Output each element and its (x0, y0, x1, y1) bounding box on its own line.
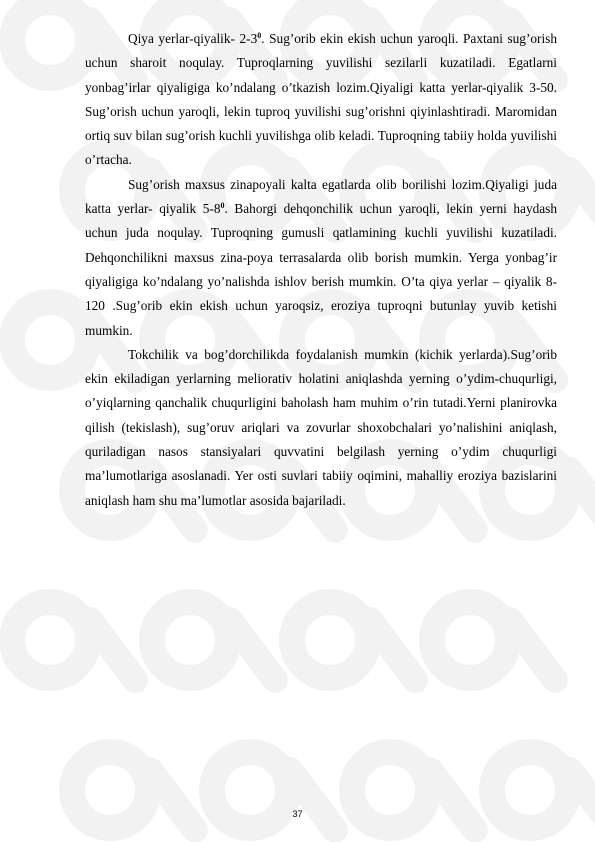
paragraph-2-text-start: Sug’orish maxsus zinapoyali kalta egatlarda olib borilishi lozim.Qiyaligi juda katta yerlar- qiyalik 5-8 (85, 176, 557, 217)
page-number: 37 (292, 809, 303, 819)
watermark-stroke (570, 470, 595, 530)
document-body (85, 27, 557, 513)
watermark-stroke (230, 620, 275, 680)
watermark-ring (12, 302, 88, 378)
paragraph-3 (85, 343, 557, 513)
paragraph-1-text-rest: . Sug’orib ekin ekish uchun yaroqli. Paxtani sug’orish uchun sharoit noqulay. Tuproqlarning yuvilishi sezilarli kuzatiladi. Egatlarni yonbag’irlar qiyaligiga ko’ndalang o’tkazish lozim.Qiyaligi katta yerlar-qiyalik 3-50. Sug’orish uchun yaroqli, lekin tuproq yuvilishi sug’orishni qiyinlashtiradi. Maromidan ortiq suv bilan sug’orish kuchli yuvilishga olib keladi. Tuproqning tabiiy holda yuvilishi o’rtacha. (85, 31, 557, 168)
watermark-stroke (290, 770, 335, 830)
paragraph-3-text: Tokchilik va bog’dorchilikda foydalanish mumkin (kichik yerlarda).Sug’orib ekin ekiladigan yerlarning meliorativ holatini aniqlashda yerning o’ydim-chuqurligi, o’yiqlarning qanchalik chuqurligini baholash ham muhim o’rin tutadi.Yerni planirovka qilish (tekislash), sug’oruv ariqlari va zovurlar shoxobchalari yo’nalishini aniqlash, quriladigan nasos stansiyalari quvvatini belgilash yerning o’ydim chuqurligi ma’lumotlariga asoslanadi. Yer osti suvlari tabiiy oqimini, mahalliy eroziya bazislarini aniqlash ham shu ma’lumotlar asosida bajariladi. (85, 346, 557, 508)
watermark-stroke (430, 770, 475, 830)
watermark-stroke (370, 620, 415, 680)
watermark-ring (432, 602, 508, 678)
watermark-ring (12, 602, 88, 678)
degree-superscript: 0 (257, 31, 262, 40)
watermark-ring (152, 602, 228, 678)
paragraph-2 (85, 173, 557, 343)
watermark-ring (12, 2, 88, 78)
degree-superscript: 0 (220, 201, 225, 211)
paragraph-1 (85, 27, 557, 173)
watermark-stroke (150, 770, 195, 830)
watermark-stroke (570, 770, 595, 830)
watermark-stroke (90, 620, 135, 680)
watermark-stroke (510, 620, 555, 680)
paragraph-1-text-start: Qiya yerlar-qiyalik- 2-3 (128, 31, 258, 46)
watermark-stroke (570, 170, 595, 230)
watermark-ring (292, 602, 368, 678)
paragraph-2-text-rest: . Bahorgi dehqonchilik uchun yaroqli, lekin yerni haydash uchun juda noqulay. Tuproqning gumusli qatlamining kuchli yuvilishi kuzatiladi. Dehqonchilikni maxsus zina-poya terrasalarda olib borish mumkin. Yerga yonbag’ir qiyaligiga ko’ndalang yo’nalishda ishlov berish mumkin. O’ta qiya yerlar – qiyalik 8-120 .Sug’orib ekin ekish uchun yaroqsiz, eroziya tuproqni butunlay yuvib ketishi mumkin. (85, 201, 557, 338)
